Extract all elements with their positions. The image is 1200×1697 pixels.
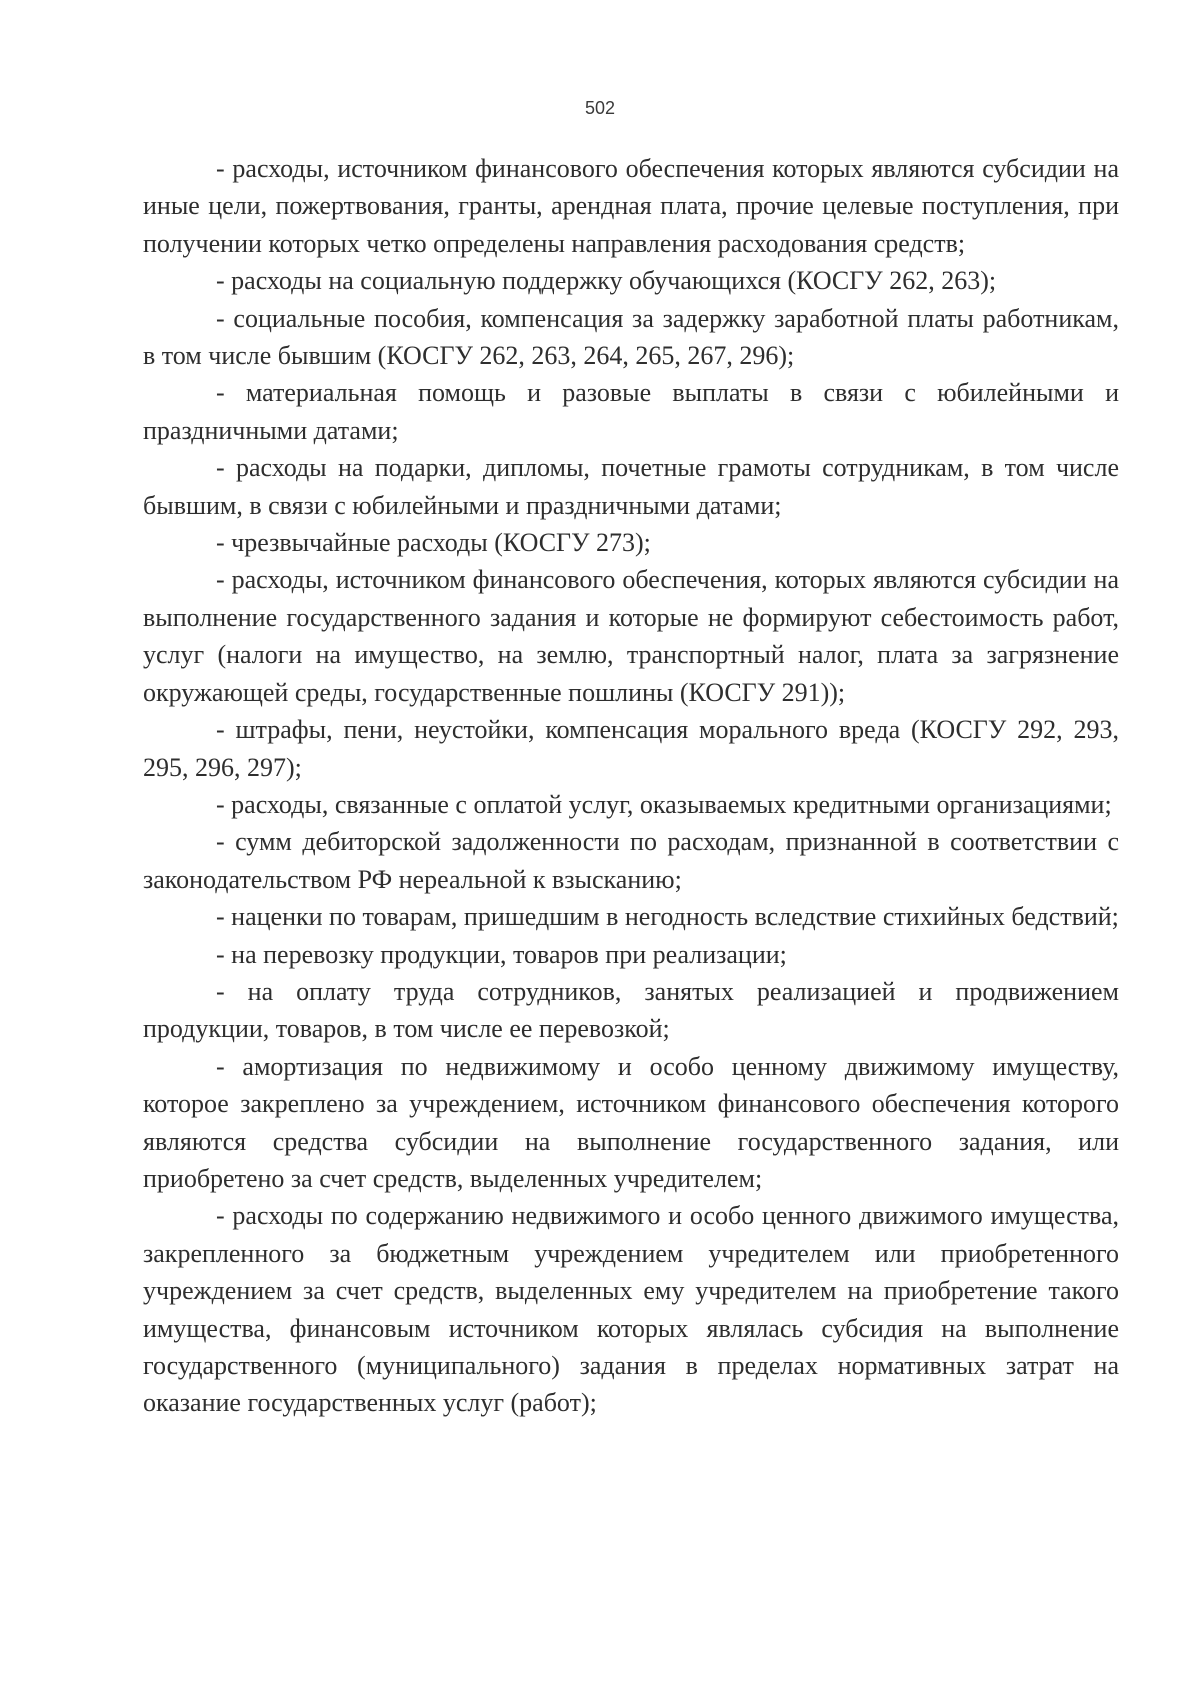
paragraph: - на перевозку продукции, товаров при реализации;	[216, 939, 787, 969]
paragraph: - расходы, связанные с оплатой услуг, оказываемых кредитными организациями;	[216, 789, 1112, 819]
paragraph: - расходы на социальную поддержку обучающихся (КОСГУ 262, 263);	[216, 266, 997, 296]
paragraph: - сумм дебиторской задолженности по расходам, признанной в соответствии с законодательством РФ нереальной к взысканию;	[143, 827, 1119, 894]
paragraph: - расходы на подарки, дипломы, почетные грамоты сотрудникам, в том числе бывшим, в связи с юбилейными и праздничными датами;	[143, 453, 1119, 520]
page-number: 502	[584, 98, 616, 118]
paragraph: - расходы по содержанию недвижимого и особо ценного движимого имущества, закрепленного за бюджетным учреждением учредителем или приобретенного учреждением за счет средств, выделенных ему учредителем на приобретение такого имущества, финансовым источником которых являлась субсидия на выполнение государственного (муниципального) задания в пределах нормативных затрат на оказание государственных услуг (работ);	[143, 1201, 1119, 1418]
paragraph: - наценки по товарам, пришедшим в негодность вследствие стихийных бедствий;	[216, 902, 1119, 932]
paragraph: - на оплату труда сотрудников, занятых реализацией и продвижением продукции, товаров, в том числе ее перевозкой;	[143, 976, 1119, 1044]
paragraph: - расходы, источником финансового обеспечения которых являются субсидии на иные цели, пожертвования, гранты, арендная плата, прочие целевые поступления, при получении которых четко определены направления расходования средств;	[143, 154, 1119, 258]
document-body	[143, 150, 1119, 1422]
paragraph: - расходы, источником финансового обеспечения, которых являются субсидии на выполнение государственного задания и которые не формируют себестоимость работ, услуг (налоги на имущество, на землю, транспортный налог, плата за загрязнение окружающей среды, государственные пошлины (КОСГУ 291));	[143, 565, 1119, 707]
paragraph: - социальные пособия, компенсация за задержку заработной платы работникам, в том числе бывшим (КОСГУ 262, 263, 264, 265, 267, 296);	[143, 303, 1119, 371]
paragraph: - амортизация по недвижимому и особо ценному движимому имуществу, которое закреплено за учреждением, источником финансового обеспечения которого являются средства субсидии на выполнение государственного задания, или приобретено за счет средств, выделенных учредителем;	[143, 1051, 1119, 1193]
paragraph: - чрезвычайные расходы (КОСГУ 273);	[216, 528, 651, 558]
paragraph: - штрафы, пени, неустойки, компенсация морального вреда (КОСГУ 292, 293, 295, 296, 297);	[143, 715, 1119, 782]
paragraph: - материальная помощь и разовые выплаты в связи с юбилейными и праздничными датами;	[143, 378, 1119, 445]
